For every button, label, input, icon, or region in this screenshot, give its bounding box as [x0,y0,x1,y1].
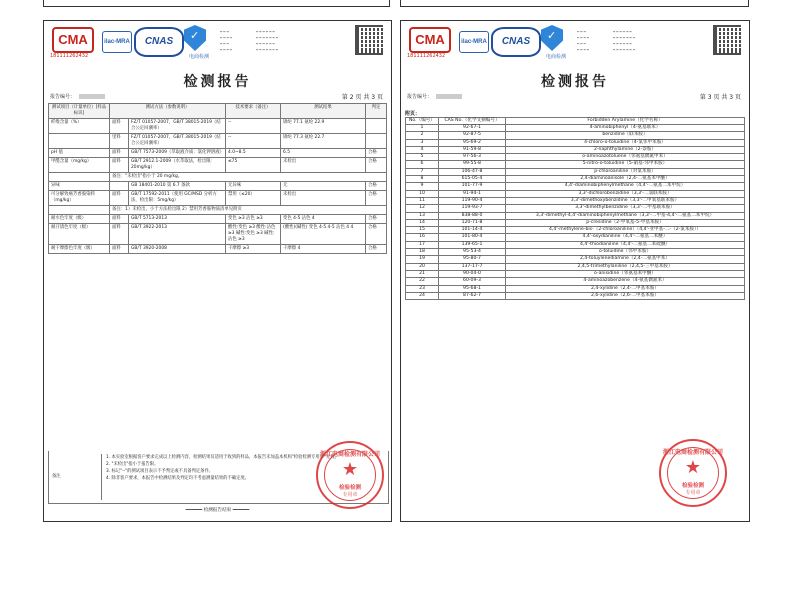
table-row [406,285,745,292]
cell-name: 2,4-toluylenediamine（2,4-二氨基甲苯） [506,256,745,263]
ilac-mra-logo: ilac-MRA [459,31,489,53]
cell-judge: 合格 [366,158,387,173]
row-note: 备注："未检出"指小于 20 mg/kg。 [110,173,387,182]
cell-no: 18 [406,249,439,256]
cell-cas: 91-59-8 [439,146,506,153]
table-row [406,292,745,299]
cell-item: 纤维含量（%） [49,119,110,134]
cell-no: 8 [406,176,439,183]
cell-name: 4-aminobiphenyl（4-氨基联苯） [506,125,745,132]
cell [49,206,110,215]
table-row [49,182,387,191]
table-row [406,154,745,161]
cell-item: 耐干摩擦色牢度（级） [49,245,110,254]
cell-no: 12 [406,205,439,212]
table-row [406,125,745,132]
cell-name: 2,4-diaminoanisole（2,4-二氨基苯甲醚） [506,176,745,183]
cell-no: 13 [406,212,439,219]
shield-caption: 电商检测 [188,54,209,60]
cell-cas: 119-93-7 [439,205,506,212]
cell-part: 面料 [110,191,129,206]
cell-part: 面料 [110,119,129,134]
cma-logo: CMA [52,27,94,53]
lab-contact-block: ━ ━ ━ ━ ━ ━ ━ ━ ━ ━ ━ ━ ━ ━ [220,30,233,52]
report-page-3 [400,20,750,522]
table-row [406,227,745,234]
cell-cas: 92-67-1 [439,125,506,132]
table-header-row [49,104,387,119]
cell-cas: 95-80-7 [439,256,506,263]
cell-name: 4-aminoazobenzene（4-氨基偶氮苯） [506,278,745,285]
cell-judge: 合格 [366,149,387,158]
cell-cas: 95-69-2 [439,139,506,146]
cma-number: 181111262432 [50,53,89,59]
table-row [406,161,745,168]
cell-req: 变色 ≥3 沾色 ≥3 [226,215,281,224]
table-row [406,197,745,204]
shield-caption: 电商检测 [545,54,566,60]
cell-part: 面料 [110,245,129,254]
previous-page-edge [43,0,390,7]
page-indicator: 第 3 页 共 3 页 [699,94,741,101]
cell-no: 14 [406,219,439,226]
shield-icon [184,25,206,51]
cnas-logo: CNAS [491,27,541,57]
cell-part: 面料 [110,149,129,158]
cell-no: 5 [406,154,439,161]
table-row [406,241,745,248]
cell-name: 3,3'-dimethyl-4,4'-diaminobiphenylmethane（3,3'-二甲基-4,4'-二氨基二苯甲烷） [506,212,745,219]
table-row [406,263,745,270]
cell-result: 6.5 [281,149,366,158]
cell-no: 19 [406,256,439,263]
cell-no: 15 [406,227,439,234]
cell-result: 变色 4-5 沾色 4 [281,215,366,224]
cell-no: 2 [406,132,439,139]
column-header: 技术要求（备注） [226,104,281,119]
cell-part: 面料 [110,158,129,173]
cell-req: 酸性:变色 ≥3 酸性:沾色 ≥3 碱性:变色 ≥3 碱性:沾色 ≥3 [226,224,281,245]
cell-name: p-chloroaniline（对氯苯胺） [506,168,745,175]
column-header: 测试项目（计量单位）[样品标识] [49,104,110,119]
cell-name: 3,3'-dichlorobenzidine（3,3'-二氯联苯胺） [506,190,745,197]
arylamine-table [405,117,745,300]
table-row [49,149,387,158]
cell-result: 干摩擦 4 [281,245,366,254]
cell-req: 4.0~8.5 [226,149,281,158]
cell-req: -- [226,119,281,134]
cell-no: 9 [406,183,439,190]
cell-result: 未检出 [281,191,366,206]
appendix-label: 附页： [405,111,421,117]
redacted-number [79,94,105,99]
note-item: 2. "未检出"指小于报告限。 [106,462,159,467]
note-item: 1. 本实验室根据客户要求完成以上检测内容，检测结果仅适用于收到的样品，本报告未加盖本机构"检验检测专用章"无效。 [106,455,339,460]
table-row [406,183,745,190]
table-row [406,132,745,139]
column-header: Forbidden Arylamine（化学名称） [506,118,745,125]
table-row [49,224,387,245]
cell-name: 4,4'-diaminobiphenylmethane（4,4'-二氨基二苯甲烷） [506,183,745,190]
official-seal: 浙江电商检测有限公司 ★ 检验检测 专用章 [316,441,384,509]
table-header-row [406,118,745,125]
cell-name: 4,4'-thiodianiline（4,4'-二氨基二苯硫醚） [506,241,745,248]
cell-judge: 合格 [366,191,387,206]
notes-label: 备注 [52,474,61,479]
table-row [406,146,745,153]
cell-no: 7 [406,168,439,175]
lab-contact-block: ━ ━ ━ ━ ━ ━ ━ ━ ━ ━ ━ ━ ━ ━ [577,30,590,52]
lab-address-block: ━ ━ ━ ━ ━ ━ ━ ━ ━ ━ ━ ━ ━ ━ ━ ━ ━ ━ ━ ━ ━ ━ ━ ━ ━ ━ [256,30,278,52]
cell-no: 17 [406,241,439,248]
table-row [406,219,745,226]
cell-no: 11 [406,197,439,204]
table-row [49,206,387,215]
note-item: 4. 除非客户要求，本报告中检测结果及判定均不考虑测量结果的不确定度。 [106,476,249,481]
cell-judge [366,119,387,134]
cell-cas: 101-80-4 [439,234,506,241]
row-note: 备注：1）未检出，小于方法检出限 2）禁用芳香胺物质清单见附页 [110,206,387,215]
table-row [406,278,745,285]
qr-code-overlay [717,25,741,51]
table-row [406,256,745,263]
cell-item: 异味 [49,182,110,191]
cell-judge: 合格 [366,215,387,224]
cell-name: 3,3'-dimethylbenzidine（3,3'-二甲基联苯胺） [506,205,745,212]
ilac-mra-logo: ilac-MRA [102,31,132,53]
cell-req: 无异味 [226,182,281,191]
cell-no: 3 [406,139,439,146]
cell [49,173,110,182]
table-row [49,215,387,224]
table-row [49,245,387,254]
table-row [406,168,745,175]
table-row [406,270,745,277]
cell-name: benzidine（联苯胺） [506,132,745,139]
previous-page-edge [400,0,749,7]
cell-req: -- [226,134,281,149]
cell-no: 23 [406,285,439,292]
cell-cas: 101-14-4 [439,227,506,234]
column-header: CAS No.（化学文摘编号） [439,118,506,125]
cell-result: 未检出 [281,158,366,173]
cell-cas: 91-94-1 [439,190,506,197]
cell-method: FZ/T 01057-2007，GB/T 38015-2019（结合公定回潮率） [129,119,226,134]
table-row [406,176,745,183]
cell-cas: 95-53-4 [439,249,506,256]
cell-req: ≤75 [226,158,281,173]
qr-code-overlay [359,25,383,51]
report-page-2 [43,20,392,522]
cell-part: 里料 [110,134,129,149]
table-row [406,249,745,256]
cell-method: GB/T 3922-2013 [129,224,226,245]
cell-judge: 合格 [366,182,387,191]
official-seal: 浙江电商检测有限公司 ★ 检验检测 专用章 [659,439,727,507]
cell-item: 耐汗渍色牢度（级） [49,224,110,245]
cell-method: GB/T 17592-2011（使用 GC/MSD 分析方法，检出限：5mg/kg） [129,191,226,206]
cell-name: p-cresidine（2-甲氧基-5-甲基苯胺） [506,219,745,226]
cell-name: o-anisidine（邻氨基苯甲醚） [506,270,745,277]
cell-no: 22 [406,278,439,285]
cell-no: 10 [406,190,439,197]
table-row [49,119,387,134]
cell-name: 4,4'-oxydianiline（4,4'-二氨基二苯醚） [506,234,745,241]
cell-no: 6 [406,161,439,168]
cell-cas: 106-47-8 [439,168,506,175]
cell-part: 面料 [110,224,129,245]
cell-req: 禁用（≤20） [226,191,281,206]
cell-method: GB/T 3920-2008 [129,245,226,254]
cell-item: 耐水色牢度（级） [49,215,110,224]
cell-name: 2,4,5-trimethylaniline（2,4,5-三甲基苯胺） [506,263,745,270]
report-meta [44,89,391,103]
page-indicator: 第 2 页 共 3 页 [341,94,383,101]
certification-header [401,21,749,69]
cell-name: 5-nitro-o-toluidine（5-硝基-邻甲苯胺） [506,161,745,168]
table-row [406,139,745,146]
cell-method: GB/T 5713-2013 [129,215,226,224]
cell-no: 24 [406,292,439,299]
cell-cas: 60-09-3 [439,278,506,285]
report-title: 检测报告 [541,74,609,90]
cell-cas: 139-65-1 [439,241,506,248]
test-results-table [48,103,387,254]
cell-method: GB/T 7573-2009（萃取液介质：氯化钾溶液） [129,149,226,158]
cma-logo: CMA [409,27,451,53]
note-item: 3. 标记"--"的测试项目表示不予判定或不具备判定条件。 [106,469,214,474]
cell-name: 4,4'-methylene-bis-（2-chloroaniline）（4,4'-亚甲基-二-（2-氯苯胺）） [506,227,745,234]
seal-star-icon: ★ [341,459,359,480]
report-title: 检测报告 [183,74,252,90]
cell-name: o-toluidine（邻甲苯胺） [506,249,745,256]
cell-method: GB/T 2912.1-2009（水萃取法，检出限：20mg/kg） [129,158,226,173]
cell-cas: 101-77-9 [439,183,506,190]
cell-cas: 99-55-8 [439,161,506,168]
cnas-logo: CNAS [134,27,184,57]
report-end-marker: ━━━━━━ 检测报告结束 ━━━━━━ [185,508,250,513]
cell-cas: 90-04-0 [439,270,506,277]
table-row [406,190,745,197]
cell-method: GB 18401-2010 第 6.7 条款 [129,182,226,191]
cell-part [110,182,129,191]
certification-header [44,21,391,69]
cell-no: 4 [406,146,439,153]
cell-cas: 137-17-7 [439,263,506,270]
cell-cas: 838-88-0 [439,212,506,219]
column-header: 测试结果 [281,104,366,119]
cell-item: 甲醛含量（mg/kg） [49,158,110,173]
report-meta [401,89,749,103]
cell-result: 锦纶 77.3 氨纶 22.7 [281,134,366,149]
cell-cas: 97-56-3 [439,154,506,161]
cell-judge: 合格 [366,224,387,245]
seal-star-icon: ★ [684,457,702,478]
cell-no: 20 [406,263,439,270]
table-row [49,191,387,206]
cell-cas: 92-87-5 [439,132,506,139]
cell-result: 无 [281,182,366,191]
cell-name: o-aminoazotoluene（邻氨基偶氮甲苯） [506,154,745,161]
cell-cas: 119-90-4 [439,197,506,204]
cell-cas: 95-68-1 [439,285,506,292]
cell-req: 干摩擦 ≥3 [226,245,281,254]
cell-item: 可分解致癌芳香胺染料（mg/kg） [49,191,110,206]
cell-no: 1 [406,125,439,132]
cell-no: 16 [406,234,439,241]
redacted-number [436,94,462,99]
shield-icon [541,25,563,51]
cell-cas: 120-71-8 [439,219,506,226]
report-number: 报告编号： [407,93,462,100]
cell-name: 2-naphthylamine（2-萘胺） [506,146,745,153]
cell-item: pH 值 [49,149,110,158]
table-row [49,158,387,173]
cell-no: 21 [406,270,439,277]
table-row [49,173,387,182]
cell-cas: 87-62-7 [439,292,506,299]
cell-judge: 合格 [366,245,387,254]
cell-name: 3,3'-dimethoxybenzidine（3,3'-二甲氧基联苯胺） [506,197,745,204]
cell-part: 面料 [110,215,129,224]
lab-address-block: ━ ━ ━ ━ ━ ━ ━ ━ ━ ━ ━ ━ ━ ━ ━ ━ ━ ━ ━ ━ ━ ━ ━ ━ ━ ━ [613,30,635,52]
cell-cas: 615-05-4 [439,176,506,183]
cell-method: FZ/T 01057-2007，GB/T 38015-2019（结合公定回潮率） [129,134,226,149]
table-row [406,205,745,212]
column-header: No.（编号） [406,118,439,125]
report-number: 报告编号： [50,93,105,100]
table-row [49,134,387,149]
cell-name: 2,6-xylidine（2,6-二甲基苯胺） [506,292,745,299]
table-row [406,234,745,241]
cell-result: 锦纶 77.1 氨纶 22.9 [281,119,366,134]
cma-number: 181111262432 [407,53,446,59]
table-row [406,212,745,219]
cell-judge [366,134,387,149]
cell-item [49,134,110,149]
cell-name: 2,4-xylidine（2,4-二甲基苯胺） [506,285,745,292]
cell-result: (酸性)(碱性) 变色 4-5 4-5 沾色 4 4 [281,224,366,245]
column-header: 判定 [366,104,387,119]
cell-name: 4-chloro-o-toluidine（4-氯邻甲苯胺） [506,139,745,146]
column-header: 测试方法（参数说明） [110,104,226,119]
